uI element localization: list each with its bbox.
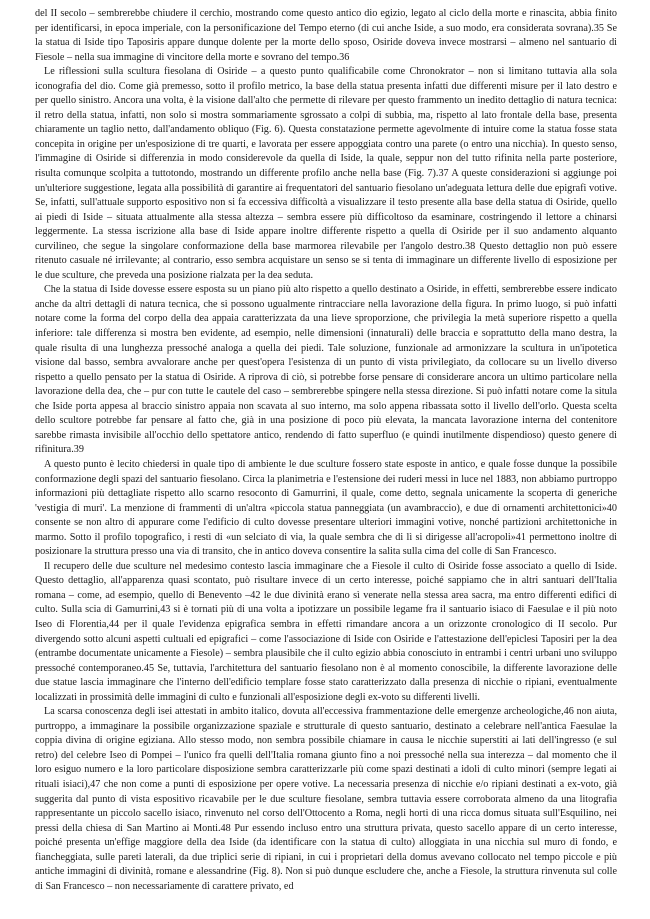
paragraph: Il recupero delle due sculture nel medesimo contesto lascia immaginare che a Fiesole il culto di Osiride fosse associato a quello di Iside. Questo dettaglio, all'apparenza quasi scontato, può risultare invece di un certo interesse, poiché sappiamo che in altri santuari dell'Italia romana – come, ad esempio, quello di Benevento –42 le due divinità erano sì venerate nella stessa area sacra, ma entro differenti edifici di culto. Sulla scia di Gamurrini,43 si è tornati più di una volta a ipotizzare un possibile legame fra il santuario isiaco di Faesulae e il più noto Iseo di Florentia,44 per il quale l'evidenza epigrafica sembra in effetti rimandare ancora a un orizzonte cronologico di II secolo. Pur divergendo sotto alcuni aspetti cultuali ed epigrafici – come l'associazione di Iside con Osiride e l'attestazione dell'epiclesi Taposiri per la dea (entrambe documentate unicamente a Fiesole) – sembra plausibile che il culto egizio abbia conosciuto in entrambi i centri urbani uno sviluppo pressoché contemporaneo.45 Se, tuttavia, l'architettura del santuario fiesolano non è al momento conoscibile, la differente lavorazione delle due statue lascia immaginare che l'interno dell'edificio templare fosse stato caratterizzato dalla presenza di nicchie o ripiani, eventualmente localizzati in prossimità delle immagini di culto e funzionali all'esposizione degli ex-voto su differenti livelli. [35,560,617,703]
document-page [35,7,617,894]
paragraph: A questo punto è lecito chiedersi in quale tipo di ambiente le due sculture fossero state esposte in antico, e quale fosse dunque la possibile conformazione degli spazi del santuario fiesolano. Circa la planimetria e l'estensione dei ruderi messi in luce nel 1883, non abbiamo purtroppo informazioni più dettagliate rispetto allo scarno resoconto di Gamurrini, il quale, come detto, segnala unicamente la scoperta di generiche 'vestigia di muri'. La menzione di frammenti di un'altra «piccola statua panneggiata (un avambraccio), e due di ornamenti architettonici»40 consente se non altro di appurare come l'edificio di culto dovesse presentare ulteriori immagini votive, nonché partizioni architettoniche in marmo. Sotto il profilo topografico, i resti di «un selciato di via, la quale sembra che di lì si dirigesse all'acropoli»41 permettono inoltre di posizionare la struttura presso una via di transito, che in antico doveva consentire la salita sulla cima del colle di San Francesco. [35,458,617,558]
paragraph: del II secolo – sembrerebbe chiudere il cerchio, mostrando come questo antico dio egizio, legato al ciclo della morte e rinascita, abbia finito per identificarsi, in epoca imperiale, con la personificazione del Tempo eterno (di cui anche Iside, a suo modo, era considerata sovrana).35 Se la statua di Iside tipo Taposiris appare dunque dolente per la morte dello sposo, Osiride doveva invece mostrarsi – almeno nel santuario di Fiesole – nella sua immagine di vincitore della morte e sovrano del tempo.36 [35,8,617,63]
paragraph: La scarsa conoscenza degli isei attestati in ambito italico, dovuta all'eccessiva frammentazione delle emergenze archeologiche,46 non aiuta, purtroppo, a immaginare la possibile organizzazione spaziale e strutturale di questo santuario, destinato a celebrare nell'antica Faesulae la coppia divina di origine egiziana. Allo stesso modo, non sembra possibile chiamare in causa le nicchie superstiti ai lati dell'ingresso (e sul retro) del celebre Iseo di Pompei – l'unico fra quelli dell'Italia romana giunto fino a noi pressoché nella sua interezza – dal momento che il loro esiguo numero e la loro particolare disposizione sembra caratterizzarle più come spazi destinati a idoli di culto minori (sempre legati ai rituali isiaci),47 che non come a punti di esposizione per opere votive. La necessaria presenza di nicchie e/o ripiani destinati a ex-voto, già suggerita dal punto di vista espositivo ricavabile per le due sculture fiesolane, sembra tuttavia essere corroborata almeno da una litografia rappresentante un piccolo sacello isiaco, rinvenuto nel corso dell'Ottocento a Roma, negli horti di una ricca domus situata sull'Esquilino, nei pressi della chiesa di San Martino ai Monti.48 Pur essendo incluso entro una struttura privata, questo sacello appare di un certo interesse, poiché presenta un'effige maggiore della dea Iside (da identificare con la statua di culto) alloggiata in una nicchia sul muro di fondo, e fiancheggiata, sulle pareti laterali, da due triplici serie di ripiani, in cui i proprietari della domus avevano collocato nel tempo piccole e più antiche immagini di divinità, romane e alessandrine (Fig. 8). Non si può dunque escludere che, anche a Fiesole, la struttura rinvenuta sul colle di San Francesco – non necessariamente di carattere privato, ed [35,706,617,892]
paragraph: Che la statua di Iside dovesse essere esposta su un piano più alto rispetto a quello destinato a Osiride, in effetti, sembrerebbe essere indicato anche da altri dettagli di natura tecnica, che si possono ugualmente rintracciare nella lavorazione della figura. In primo luogo, si può infatti notare come la forma del corpo della dea appaia caratterizzata da una lieve sproporzione, che privilegia la metà superiore rispetto a quella inferiore: tale differenza si mostra ben evidente, ad esempio, nelle dimensioni (innaturali) delle braccia e soprattutto della mano destra, la quale risulta di una lunghezza pressoché analoga a quella dei piedi. Tale soluzione, funzionale ad armonizzare la scultura in un'ipotetica visione dal basso, sembra avvalorare anche per quest'opera l'esistenza di un punto di vista privilegiato, da collocare su un livello diverso rispetto a quello pensato per la statua di Osiride. A riprova di ciò, si potrebbe forse pensare di considerare ancora un ultimo particolare nella lavorazione della dea, che – pur con tutte le cautele del caso – sembrerebbe spingere nella stessa direzione. Si può infatti notare come la situla che Iside porta appesa al braccio sinistro appaia non scavata al suo interno, ma solo appena ribassata sotto il livello dell'orlo. Questa scelta dello scultore potrebbe far pensare al fatto che, già in una posizione di poco più elevata, la mancata lavorazione interna del contenitore sarebbe rimasta invisibile all'occhio dello spettatore antico, rendendo di fatto superfluo (e quindi inutilmente dispendioso) questo genere di rifinitura.39 [35,284,617,456]
paragraph: Le riflessioni sulla scultura fiesolana di Osiride – a questo punto qualificabile come Chronokrator – non si limitano tuttavia alla sola iconografia del dio. Come già premesso, sotto il profilo metrico, la base della statua presenta infatti due differenti misure per il lato destro e per quello sinistro. Ancora una volta, è la visione dall'alto che permette di rilevare per questo frammento un inedito dettaglio di natura tecnica: il retro della statua, infatti, non solo si mostra sommariamente sgrossato a colpi di subbia, ma, rispetto al lato frontale della base, presenta chiaramente un taglio netto, dall'andamento obliquo (Fig. 6). Questa constatazione permette agevolmente di intuire come la statua fosse stata concepita in origine per un'esposizione di tre quarti, e lavorata per essere appoggiata contro una parete (o entro una nicchia). In questo senso, l'immagine di Osiride si differenzia in modo considerevole da quella di Iside, la quale, seppur non del tutto rifinita nella parte posteriore, risulta comunque scolpita a tuttotondo, mostrando un differente profilo anche nella base (Fig. 7).37 A queste considerazioni si aggiunge poi un'ulteriore suggestione, legata alla possibilità di garantire ai frequentatori del santuario fiesolano un'adeguata lettura delle due epigrafi votive. Se, infatti, sull'attuale supporto espositivo non si fa eccessiva difficoltà a visualizzare il testo presente alla base della statua di Osiride, quello ai piedi di Iside – situata attualmente alla stessa altezza – sembra essere più difficoltoso da esaminare, costringendo il lettore a chinarsi leggermente. La stessa iscrizione alla base di Iside appare inoltre differente rispetto a quella di Osiride per il suo andamento alquanto curvilineo, che segue la singolare conformazione della base marmorea rilevabile per l'angolo destro.38 Questo dettaglio non può essere ritenuto casuale né irrilevante; al contrario, esso sembra acquistare un senso se si tenta di immaginare un differente livello di esposizione per le due sculture, che preveda una posizione rialzata per la dea seduta. [35,66,617,281]
